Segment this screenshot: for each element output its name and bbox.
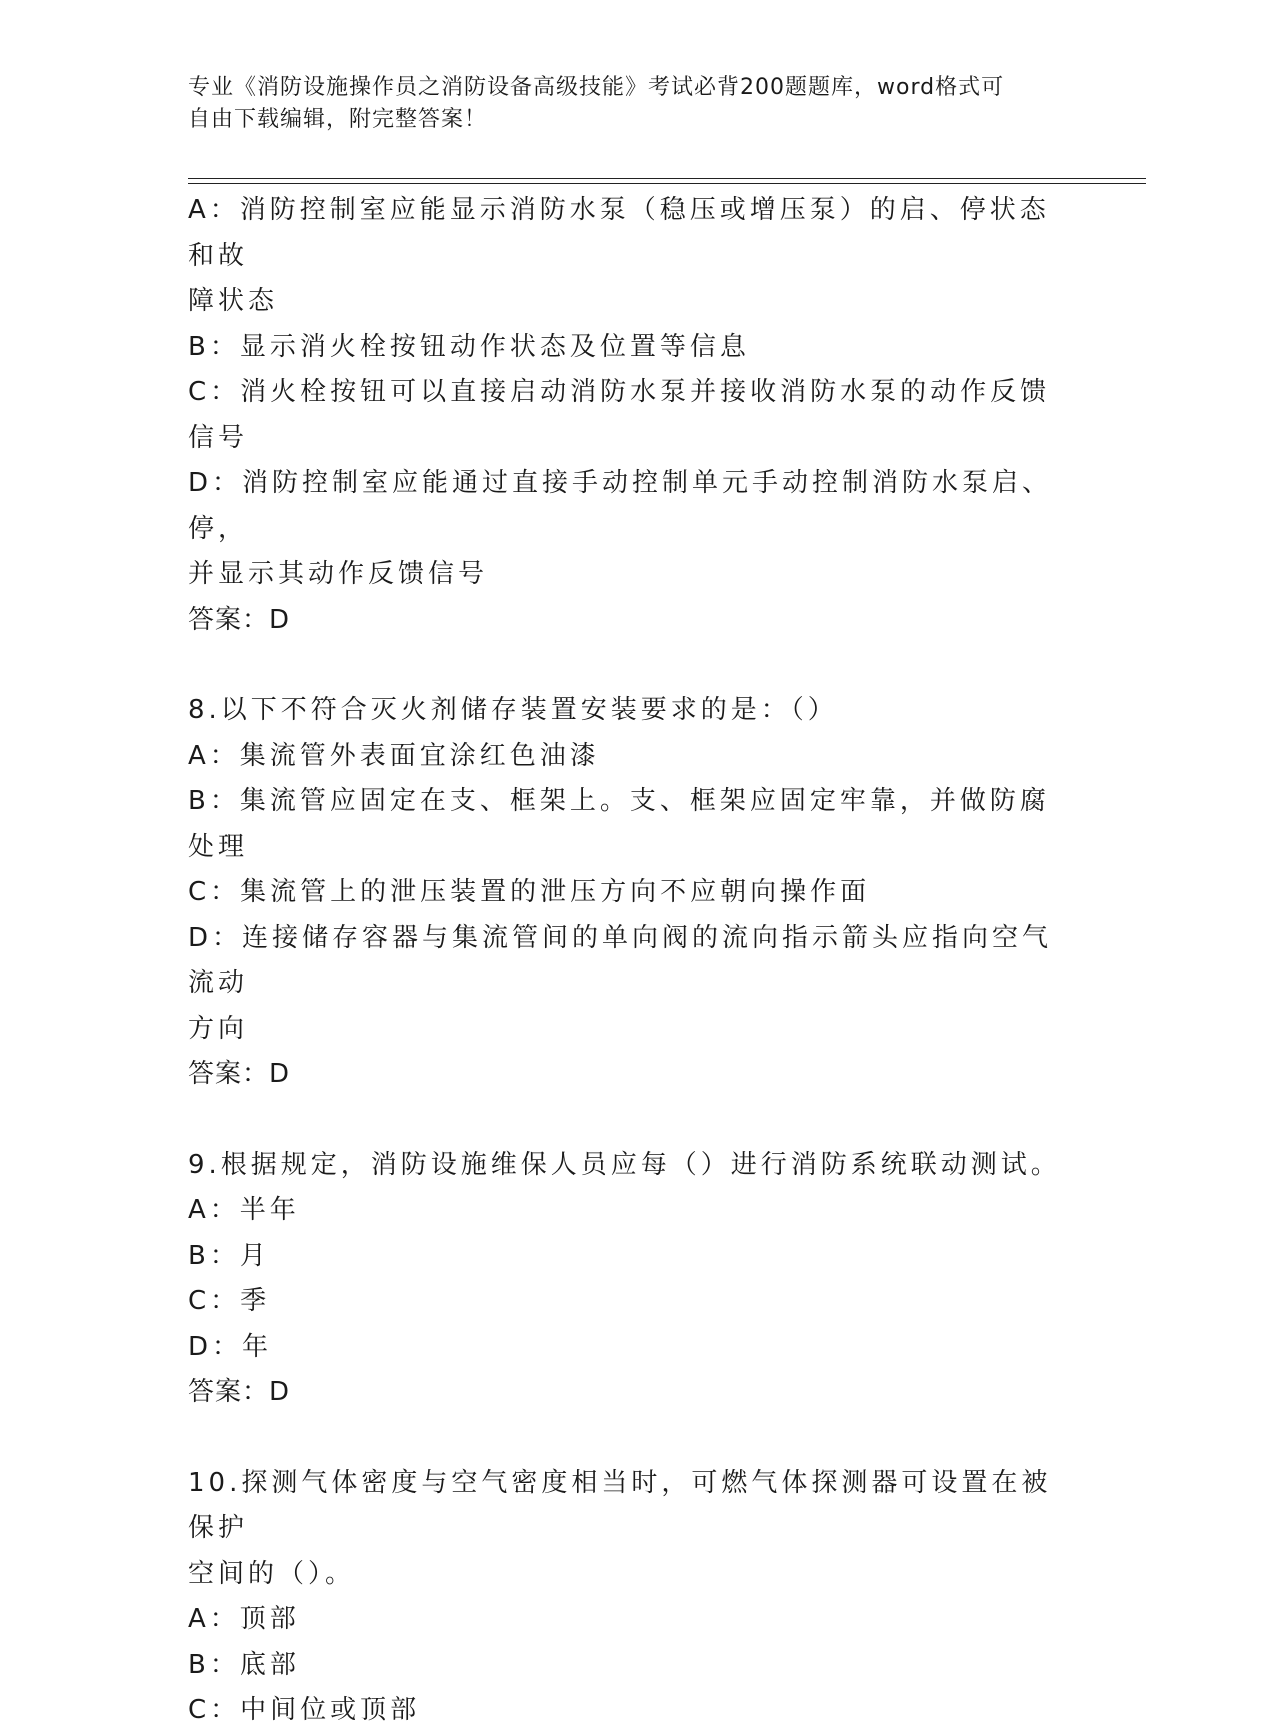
option-b: B：集流管应固定在支、框架上。支、框架应固定牢靠，并做防腐处理: [188, 786, 1050, 862]
spacer: [188, 643, 1068, 688]
option-a: A：消防控制室应能显示消防水泵（稳压或增压泵）的启、停状态和故: [188, 195, 1050, 271]
document-body: [188, 188, 1068, 1734]
question-stem: 9.根据规定，消防设施维保人员应每（）进行消防系统联动测试。: [188, 1149, 1061, 1180]
question-stem-continued: 空间的（）。: [188, 1558, 356, 1589]
spacer: [188, 1416, 1068, 1461]
document-header: [188, 72, 1088, 136]
option-c: C：中间位或顶部: [188, 1695, 421, 1725]
option-a: A：半年: [188, 1195, 300, 1225]
option-b: B：月: [188, 1240, 270, 1271]
option-d: D：消防控制室应能通过直接手动控制单元手动控制消防水泵启、停，: [188, 468, 1053, 544]
answer: 答案：D: [188, 604, 291, 635]
question-10: [188, 1461, 1068, 1734]
option-b: B：底部: [188, 1649, 300, 1680]
option-d-continued: 并显示其动作反馈信号: [188, 559, 489, 589]
header-divider-bottom: [188, 183, 1146, 184]
option-b: B：显示消火栓按钮动作状态及位置等信息: [188, 331, 750, 362]
question-9: [188, 1143, 1068, 1416]
header-divider-top: [188, 178, 1146, 179]
question-stem: 8.以下不符合灭火剂储存装置安装要求的是：（）: [188, 695, 838, 725]
option-c: C：季: [188, 1286, 271, 1316]
option-c: C：集流管上的泄压装置的泄压方向不应朝向操作面: [188, 877, 871, 907]
option-a: A：集流管外表面宜涂红色油漆: [188, 740, 600, 771]
header-line-1: 专业《消防设施操作员之消防设备高级技能》考试必背200题题库，word格式可: [188, 75, 1005, 100]
option-a: A：顶部: [188, 1604, 300, 1634]
spacer: [188, 1098, 1068, 1143]
question-stem: 10.探测气体密度与空气密度相当时，可燃气体探测器可设置在被保护: [188, 1467, 1052, 1543]
option-d-continued: 方向: [188, 1013, 249, 1044]
option-a-continued: 障状态: [188, 286, 279, 316]
option-d: D：年: [188, 1331, 273, 1362]
answer: 答案：D: [188, 1377, 291, 1407]
question-8: [188, 688, 1068, 1098]
option-c: C：消火栓按钮可以直接启动消防水泵并接收消防水泵的动作反馈信号: [188, 377, 1051, 453]
question-7-options: [188, 188, 1068, 643]
answer: 答案：D: [188, 1059, 291, 1089]
header-line-2: 自由下载编辑，附完整答案！: [188, 107, 488, 132]
option-d: D：连接储存容器与集流管间的单向阀的流向指示箭头应指向空气流动: [188, 922, 1053, 998]
